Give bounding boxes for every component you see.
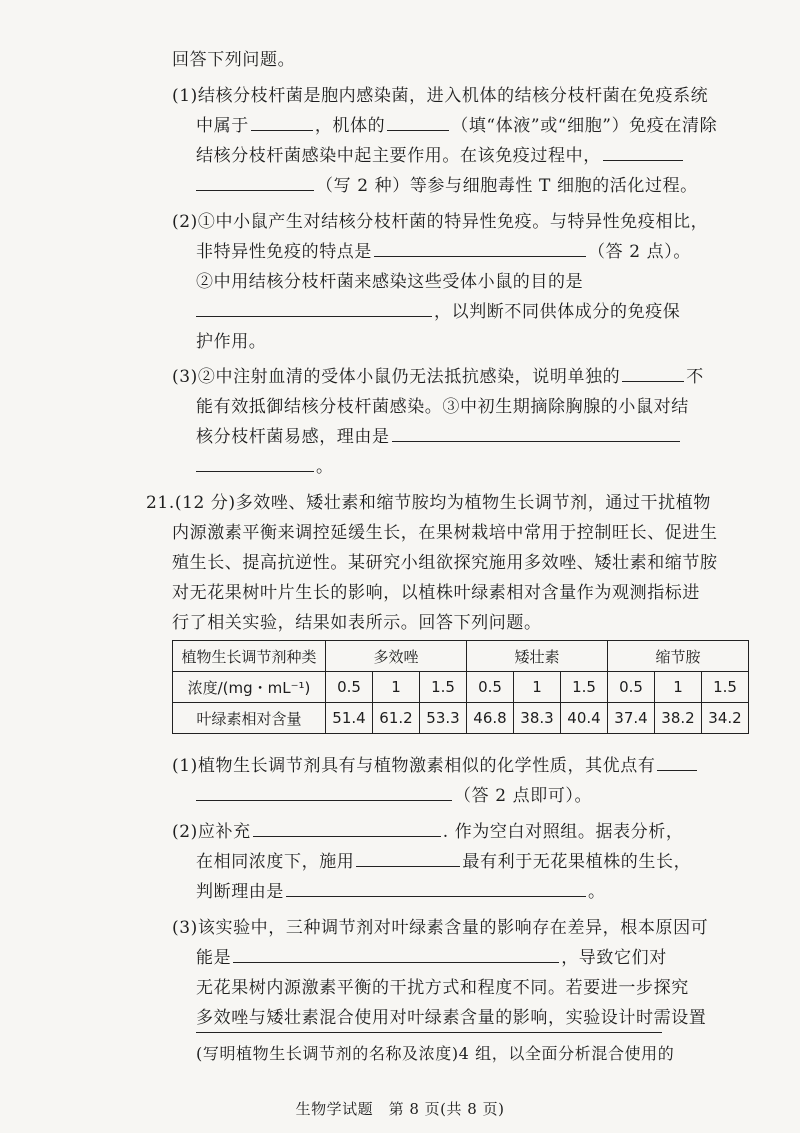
table-header-row [173,641,749,672]
q21-line-3: 殖生长、提高抗逆性。某研究小组欲探究施用多效唑、矮壮素和缩节胺 [172,553,718,573]
q3-line-2: 能有效抵御结核分枝杆菌感染。③中初生期摘除胸腺的小鼠对结 [196,397,689,417]
conc-label: 浓度/(mg・mL⁻¹) [173,672,326,703]
q2-line-2: 非特异性免疫的特点是 （答 2 点）。 [196,238,691,266]
q2-line-5: 护作用。 [196,332,267,352]
intro-line: 回答下列问题。 [172,50,296,70]
q21-line-2: 内源激素平衡来调控延缓生长，在果树栽培中常用于控制旺长、促进生 [172,523,718,543]
q21-3-line-3: 无花果树内源激素平衡的干扰方式和程度不同。若要进一步探究 [196,978,689,998]
answer-blank[interactable] [392,423,680,442]
q21-line-4: 对无花果树叶片生长的影响，以植株叶绿素相对含量作为观测指标进 [172,583,700,603]
q3-line-3: 核分枝杆菌易感，理由是 [196,423,682,451]
table-cell: 38.3 [514,703,561,734]
table-conc-row [173,672,749,703]
q21-line-5: 行了相关实验，结果如表所示。回答下列问题。 [172,613,542,633]
q1-line-3: 结核分枝杆菌感染中起主要作用。在该免疫过程中， [196,142,685,170]
q21-2-line-1: (2)应补充 . 作为空白对照组。据表分析， [172,818,684,846]
q21-3-line-5: (写明植物生长调节剂的名称及浓度)4 组，以全面分析混合使用的 [196,1044,675,1063]
answer-blank[interactable] [622,363,684,382]
q1-line-1: (1)结核分枝杆菌是胞内感染菌，进入机体的结核分枝杆菌在免疫系统 [172,86,709,106]
table-cell: 0.5 [467,672,514,703]
answer-blank[interactable] [356,848,460,867]
table-cell: 1 [373,672,420,703]
answer-blank[interactable] [251,112,313,131]
answer-blank[interactable] [603,142,683,161]
group-chlormequat: 矮壮素 [467,641,608,672]
q3-line-4: 。 [196,453,334,481]
q1-line-4: （写 2 种）等参与细胞毒性 T 细胞的活化过程。 [196,172,698,200]
q2-line-1: (2)①中小鼠产生对结核分枝杆菌的特异性免疫。与特异性免疫相比， [172,212,709,232]
chl-label: 叶绿素相对含量 [173,703,326,734]
table-cell: 1 [514,672,561,703]
q21-1-line-2: （答 2 点即可）。 [196,782,592,810]
table-cell: 53.3 [420,703,467,734]
answer-blank[interactable] [196,453,314,472]
q3-line-1: (3)②中注射血清的受体小鼠仍无法抵抗感染，说明单独的 不 [172,363,704,391]
answer-blank[interactable] [196,782,452,801]
table-cell: 51.4 [326,703,373,734]
table-cell: 0.5 [608,672,655,703]
answer-blank[interactable] [374,238,586,257]
table-cell: 1 [655,672,702,703]
table-header-label: 植物生长调节剂种类 [173,641,326,672]
answer-blank[interactable] [253,818,441,837]
q21-line-1: 21.(12 分)多效唑、矮壮素和缩节胺均为植物生长调节剂，通过干扰植物 [146,493,711,513]
results-table [172,640,749,734]
q21-2-line-3: 判断理由是 。 [196,878,606,906]
group-paclobutrazol: 多效唑 [326,641,467,672]
q21-1-line-1: (1)植物生长调节剂具有与植物激素相似的化学性质，其优点有 [172,752,699,780]
q2-line-3: ②中用结核分枝杆菌来感染这些受体小鼠的目的是 [196,272,584,292]
table-cell: 1.5 [561,672,608,703]
table-cell: 37.4 [608,703,655,734]
answer-blank[interactable] [286,878,586,897]
answer-blank[interactable] [657,752,697,771]
q2-line-4: ，以判断不同供体成分的免疫保 [196,298,680,326]
page-footer: 生物学试题 第 8 页(共 8 页) [295,1100,505,1118]
table-cell: 38.2 [655,703,702,734]
table-cell: 1.5 [702,672,749,703]
q21-2-line-2: 在相同浓度下，施用 最有利于无花果植株的生长， [196,848,691,876]
answer-blank[interactable] [196,172,314,191]
q21-3-line-2: 能是 ，导致它们对 [196,944,667,972]
answer-blank[interactable] [233,944,559,963]
q21-3-line-4: 多效唑与矮壮素混合使用对叶绿素含量的影响，实验设计时需设置 [196,1008,707,1028]
table-cell: 1.5 [420,672,467,703]
answer-blank[interactable] [387,112,449,131]
answer-blank[interactable] [196,298,432,317]
table-chl-row [173,703,749,734]
table-cell: 34.2 [702,703,749,734]
table-cell: 40.4 [561,703,608,734]
group-mepiquat: 缩节胺 [608,641,749,672]
q21-3-line-1: (3)该实验中，三种调节剂对叶绿素含量的影响存在差异，根本原因可 [172,918,709,938]
q1-line-2: 中属于 ，机体的 （填“体液”或“细胞”）免疫在清除 [196,112,717,140]
table-cell: 61.2 [373,703,420,734]
table-cell: 46.8 [467,703,514,734]
answer-line[interactable] [196,1032,662,1033]
table-cell: 0.5 [326,672,373,703]
